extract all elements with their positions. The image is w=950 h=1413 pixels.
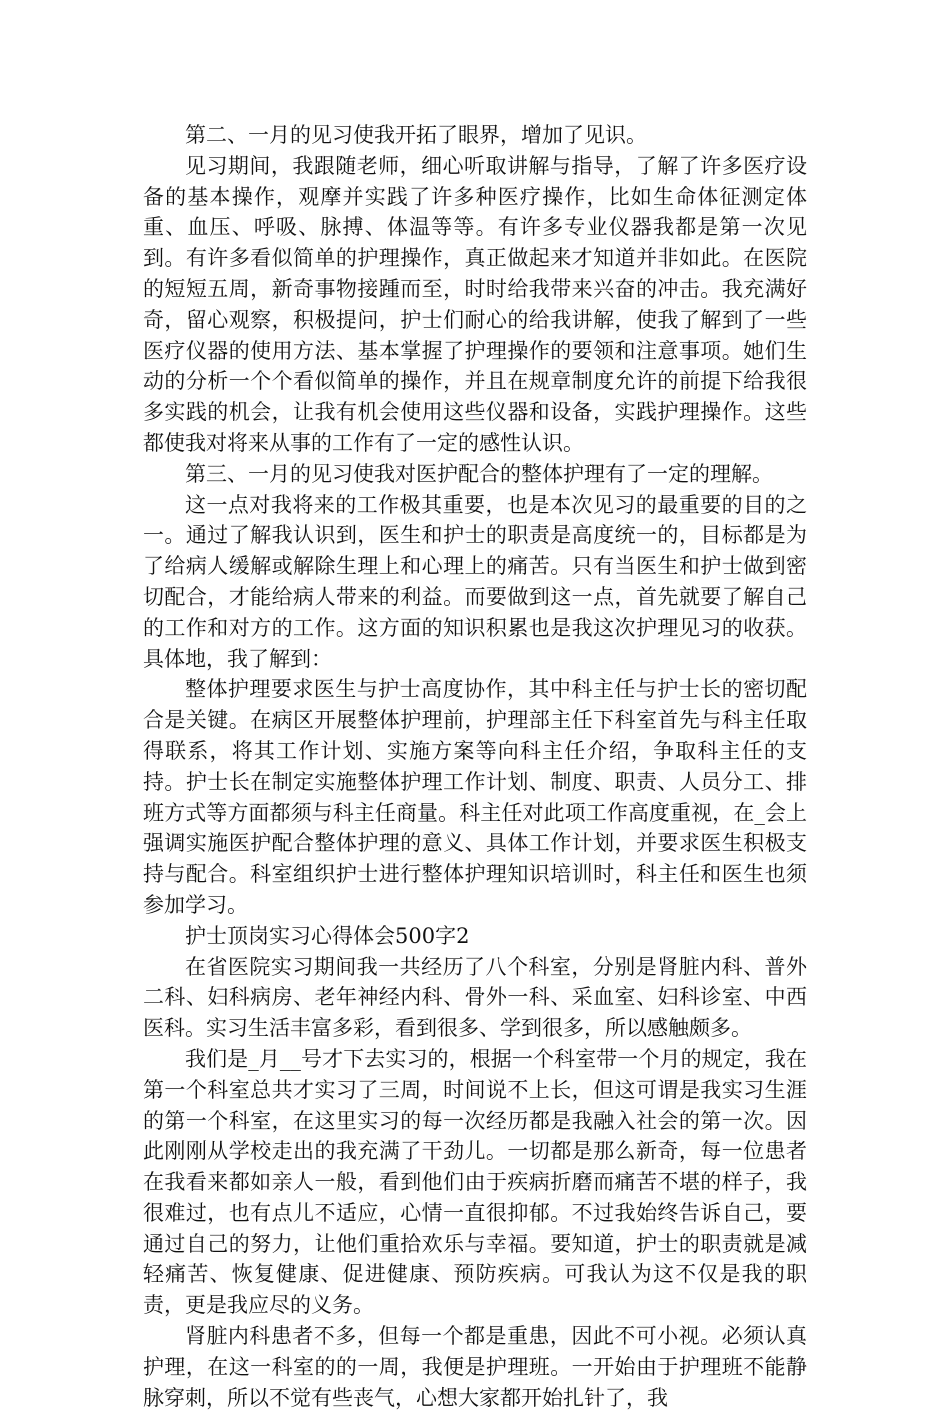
paragraph: 肾脏内科患者不多，但每一个都是重患，因此不可小视。必须认真护理，在这一科室的的一周，我便是护理班。一开始由于护理班不能静脉穿刺，所以不觉有些丧气，心想大家都开始扎针了，我 [143,1324,807,1410]
paragraph: 在省医院实习期间我一共经历了八个科室，分别是肾脏内科、普外二科、妇科病房、老年神经内科、骨外一科、采血室、妇科诊室、中西医科。实习生活丰富多彩，看到很多、学到很多，所以感触颇多。 [143,954,807,1041]
paragraph: 第三、一月的见习使我对医护配合的整体护理有了一定的理解。 [185,461,773,486]
paragraph: 见习期间，我跟随老师，细心听取讲解与指导，了解了许多医疗设备的基本操作，观摩并实践了许多种医疗操作，比如生命体征测定体重、血压、呼吸、脉搏、体温等等。有许多专业仪器我都是第一次见到。有许多看似简单的护理操作，真正做起来才知道并非如此。在医院的短短五周，新奇事物接踵而至，时时给我带来兴奋的冲击。我充满好奇，留心观察，积极提问，护士们耐心的给我讲解，使我了解到了一些医疗仪器的使用方法、基本掌握了护理操作的要领和注意事项。她们生动的分析一个个看似简单的操作，并且在规章制度允许的前提下给我很多实践的机会，让我有机会使用这些仪器和设备，实践护理操作。这些都使我对将来从事的工作有了一定的感性认识。 [143,153,807,455]
paragraph: 第二、一月的见习使我开拓了眼界，增加了见识。 [185,123,647,147]
paragraph: 这一点对我将来的工作极其重要，也是本次见习的最重要的目的之一。通过了解我认识到，医生和护士的职责是高度统一的，目标都是为了给病人缓解或解除生理上和心理上的痛苦。只有当医生和护士做到密切配合，才能给病人带来的利益。而要做到这一点，首先就要了解自己的工作和对方的工作。这方面的知识积累也是我这次护理见习的收获。具体地，我了解到： [143,492,807,671]
paragraph: 整体护理要求医生与护士高度协作，其中科主任与护士长的密切配合是关键。在病区开展整体护理前，护理部主任下科室首先与科主任取得联系，将其工作计划、实施方案等向科主任介绍，争取科主任的支持。护士长在制定实施整体护理工作计划、制度、职责、人员分工、排班方式等方面都须与科主任商量。科主任对此项工作高度重视，在_会上强调实施医护配合整体护理的意义、具体工作计划，并要求医生积极支持与配合。科室组织护士进行整体护理知识培训时，科主任和医生也须参加学习。 [143,677,807,917]
section-heading: 护士顶岗实习心得体会500字2 [185,923,470,948]
paragraph: 我们是_月__号才下去实习的，根据一个科室带一个月的规定，我在第一个科室总共才实习了三周，时间说不上长，但这可谓是我实习生涯的第一个科室，在这里实习的每一次经历都是我融入社会的第一次。因此刚刚从学校走出的我充满了干劲儿。一切都是那么新奇，每一位患者在我看来都如亲人一般，看到他们由于疾病折磨而痛苦不堪的样子，我很难过，也有点儿不适应，心情一直很抑郁。不过我始终告诉自己，要通过自己的努力，让他们重拾欢乐与幸福。要知道，护士的职责就是减轻痛苦、恢复健康、促进健康、预防疾病。可我认为这不仅是我的职责，更是我应尽的义务。 [143,1046,807,1318]
